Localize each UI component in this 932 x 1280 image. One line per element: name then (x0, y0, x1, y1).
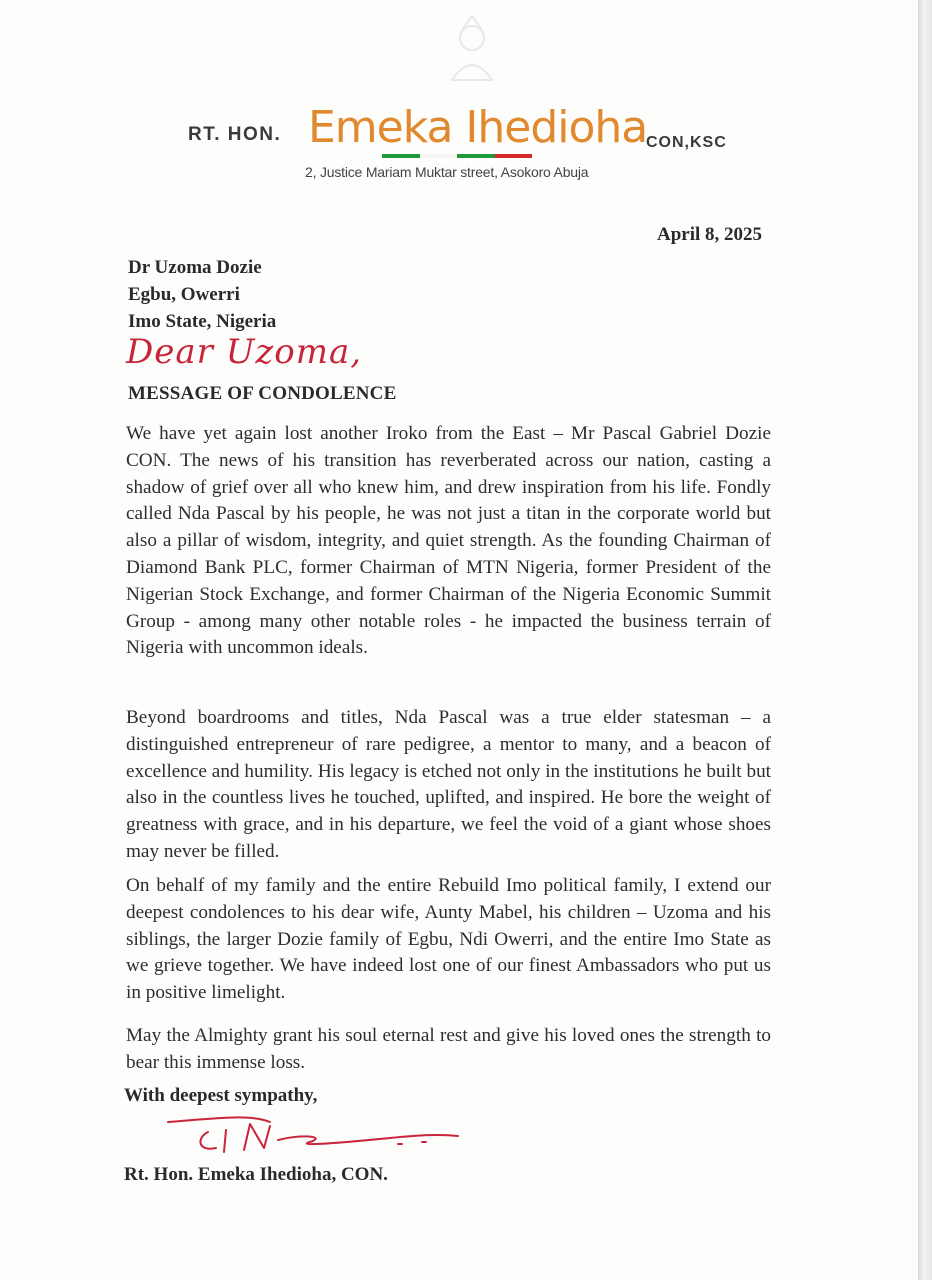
recipient-address-line-1: Egbu, Owerri (128, 284, 240, 305)
page-edge-shadow (918, 0, 932, 1280)
handwritten-signature (160, 1108, 470, 1162)
letterhead-suffix: CON,KSC (646, 134, 727, 151)
crest-watermark-icon (432, 10, 512, 90)
letterhead-name: Emeka Ihedioha (308, 102, 648, 153)
body-paragraph-1: We have yet again lost another Iroko from the East – Mr Pascal Gabriel Dozie CON. The news of his transition has reverberated across our nation, casting a shadow of grief over all who knew him, and drew inspiration from his life. Fondly called Nda Pascal by his people, he was not just a titan in the corporate world but also a pillar of wisdom, integrity, and quiet strength. As the founding Chairman of Diamond Bank PLC, former Chairman of MTN Nigeria, former President of the Nigerian Stock Exchange, and former Chairman of the Nigeria Economic Summit Group - among many other notable roles - he impacted the business terrain of Nigeria with uncommon ideals. (126, 423, 771, 659)
signatory-name: Rt. Hon. Emeka Ihedioha, CON. (124, 1164, 388, 1185)
body-paragraph-4: May the Almighty grant his soul eternal rest and give his loved ones the strength to bear this immense loss. (126, 1025, 771, 1073)
letter-date: April 8, 2025 (657, 224, 763, 245)
recipient-name: Dr Uzoma Dozie (128, 257, 262, 278)
flag-stripe (382, 154, 532, 158)
closing-line: With deepest sympathy, (124, 1085, 318, 1106)
letter-subject: MESSAGE OF CONDOLENCE (128, 383, 397, 404)
letterhead-address: 2, Justice Mariam Muktar street, Asokoro Abuja (305, 164, 589, 180)
letterhead-prefix: RT. HON. (188, 124, 282, 145)
letterhead (0, 100, 918, 190)
body-paragraph-3: On behalf of my family and the entire Rebuild Imo political family, I extend our deepest condolences to his dear wife, Aunty Mabel, his children – Uzoma and his siblings, the larger Dozie family of Egbu, Ndi Owerri, and the entire Imo State as we grieve together. We have indeed lost one of our finest Ambassadors who put us in positive limelight. (126, 875, 771, 1004)
recipient-address-line-2: Imo State, Nigeria (128, 311, 277, 332)
body-paragraph-2: Beyond boardrooms and titles, Nda Pascal was a true elder statesman – a distinguished entrepreneur of rare pedigree, a mentor to many, and a beacon of excellence and humility. His legacy is etched not only in the institutions he built but also in the countless lives he touched, uplifted, and inspired. He bore the weight of greatness with grace, and in his departure, we feel the void of a giant whose shoes may never be filled. (126, 707, 771, 862)
recipient-block (128, 254, 276, 335)
handwritten-salutation: Dear Uzoma, (126, 332, 363, 372)
